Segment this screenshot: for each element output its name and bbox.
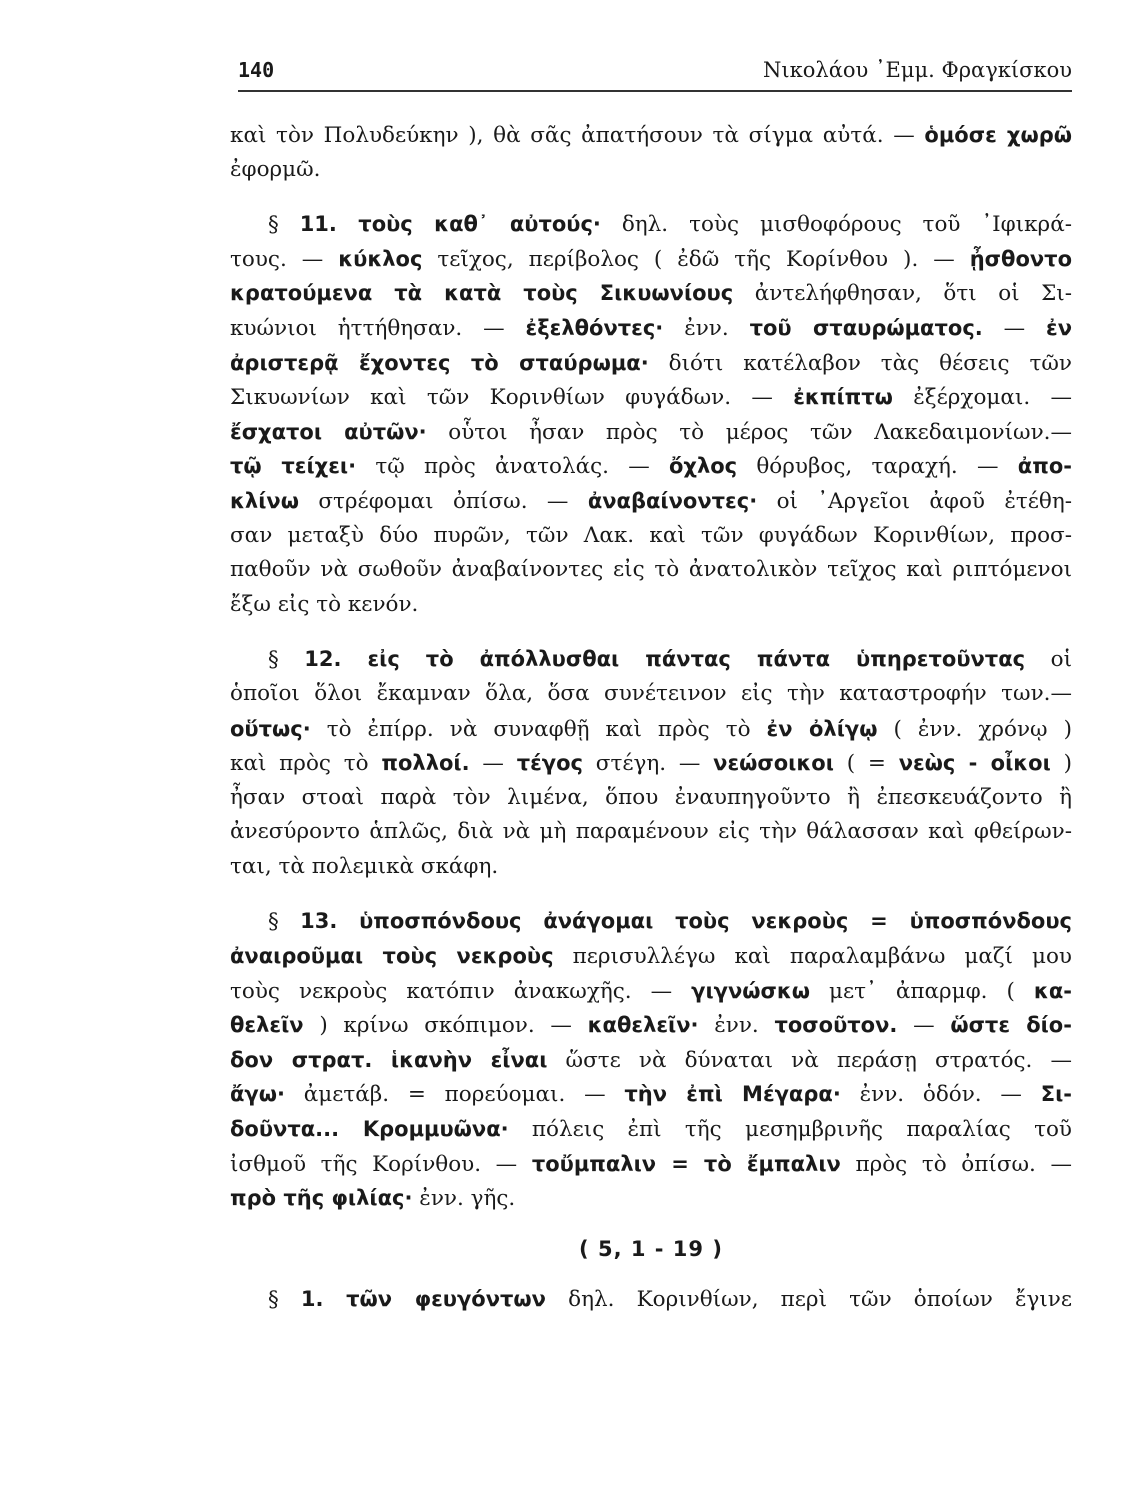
text-line: τοὺς νεκροὺς κατόπιν ἀνακωχῆς. — γιγνώσκω μετ᾽ ἀπαρμφ. ( κα- (230, 978, 1072, 1004)
text-line: σαν μεταξὺ δύο πυρῶν, τῶν Λακ. καὶ τῶν φυγάδων Κορινθίων, προσ- (230, 522, 1072, 548)
running-head: Νικολάου ᾽Εμμ. Φραγκίσκου (763, 58, 1072, 82)
page-number: 140 (238, 58, 275, 82)
text-line: Σικυωνίων καὶ τῶν Κορινθίων φυγάδων. — ἐκπίπτω ἐξέρχομαι. — (230, 385, 1072, 411)
text-line: ἀνεσύροντο ἁπλῶς, διὰ νὰ μὴ παραμένουν εἰς τὴν θάλασσαν καὶ φθείρων- (230, 819, 1072, 845)
text-line: δον στρατ. ἱκανὴν εἶναι ὥστε νὰ δύναται νὰ περάσῃ στρατός. — (230, 1047, 1072, 1073)
text-line: κλίνω στρέφομαι ὀπίσω. — ἀναβαίνοντες· οἱ ᾽Αργεῖοι ἀφοῦ ἐτέθη- (230, 488, 1072, 514)
body-text (230, 118, 1072, 1317)
text-line: δοῦντα... Κρομμυῶνα· πόλεις ἐπὶ τῆς μεσημβρινῆς παραλίας τοῦ (230, 1117, 1072, 1143)
section-1-heading: § 1. τῶν φευγόντων δηλ. Κορινθίων, περὶ τῶν ὁποίων ἔγινε (268, 1287, 1072, 1313)
text-line: οὕτως· τὸ ἐπίρρ. νὰ συναφθῇ καὶ πρὸς τὸ ἐν ὀλίγῳ ( ἐνν. χρόνῳ ) (230, 716, 1072, 742)
chapter-reference: ( 5, 1 - 19 ) (579, 1236, 723, 1261)
text-line: καὶ τὸν Πολυδεύκην ), θὰ σᾶς ἀπατήσουν τὰ σίγμα αὐτά. — ὁμόσε χωρῶ (230, 123, 1072, 148)
text-line: ἰσθμοῦ τῆς Κορίνθου. — τοὔμπαλιν = τὸ ἔμπαλιν πρὸς τὸ ὀπίσω. — (230, 1151, 1072, 1177)
text-line: ἐφορμῶ. (230, 156, 321, 182)
section-12-heading: § 12. εἰς τὸ ἀπόλλυσθαι πάντας πάντα ὑπηρετοῦντας οἱ (268, 647, 1072, 673)
text-line: τῷ τείχει· τῷ πρὸς ἀνατολάς. — ὄχλος θόρυβος, ταραχή. — ἀπο- (230, 454, 1072, 480)
section-13-heading: § 13. ὑποσπόνδους ἀνάγομαι τοὺς νεκροὺς = ὑποσπόνδους (268, 909, 1072, 935)
text-line: πρὸ τῆς φιλίας· ἐνν. γῆς. (230, 1186, 516, 1212)
text-line: ἦσαν στοαὶ παρὰ τὸν λιμένα, ὅπου ἐναυπηγοῦντο ἢ ἐπεσκευάζοντο ἢ (230, 784, 1072, 810)
text-line: τους. — κύκλος τεῖχος, περίβολος ( ἐδῶ τῆς Κορίνθου ). — ᾖσθοντο (230, 246, 1072, 272)
text-line: ται, τὰ πολεμικὰ σκάφη. (230, 853, 499, 879)
text-line: ἔξω εἰς τὸ κενόν. (230, 591, 419, 617)
text-line: κρατούμενα τὰ κατὰ τοὺς Σικυωνίους ἀντελήφθησαν, ὅτι οἱ Σι- (230, 281, 1072, 307)
section-11-heading: § 11. τοὺς καθ᾽ αὐτούς· δηλ. τοὺς μισθοφόρους τοῦ ᾽Ιφικρά- (268, 212, 1072, 238)
text-line: παθοῦν νὰ σωθοῦν ἀναβαίνοντες εἰς τὸ ἀνατολικὸν τεῖχος καὶ ριπτόμενοι (230, 557, 1072, 583)
text-line: ἀναιροῦμαι τοὺς νεκροὺς περισυλλέγω καὶ παραλαμβάνω μαζί μου (230, 944, 1072, 970)
text-line: ἄγω· ἀμετάβ. = πορεύομαι. — τὴν ἐπὶ Μέγαρα· ἐνν. ὁδόν. — Σι- (230, 1082, 1072, 1108)
text-line: ὁποῖοι ὅλοι ἔκαμναν ὅλα, ὅσα συνέτεινον εἰς τὴν καταστροφήν των.— (230, 680, 1072, 706)
text-line: ἔσχατοι αὐτῶν· οὗτοι ἦσαν πρὸς τὸ μέρος τῶν Λακεδαιμονίων.— (230, 419, 1072, 445)
text-line: κυώνιοι ἡττήθησαν. — ἐξελθόντες· ἐνν. τοῦ σταυρώματος. — ἐν (230, 315, 1072, 341)
text-line: καὶ πρὸς τὸ πολλοί. — τέγος στέγη. — νεώσοικοι ( = νεὼς - οἶκοι ) (230, 751, 1072, 777)
text-line: ἀριστερᾷ ἔχοντες τὸ σταύρωμα· διότι κατέλαβον τὰς θέσεις τῶν (230, 350, 1072, 376)
text-line: θελεῖν ) κρίνω σκόπιμον. — καθελεῖν· ἐνν. τοσοῦτον. — ὥστε δίο- (230, 1013, 1072, 1039)
page-header (238, 58, 1072, 92)
